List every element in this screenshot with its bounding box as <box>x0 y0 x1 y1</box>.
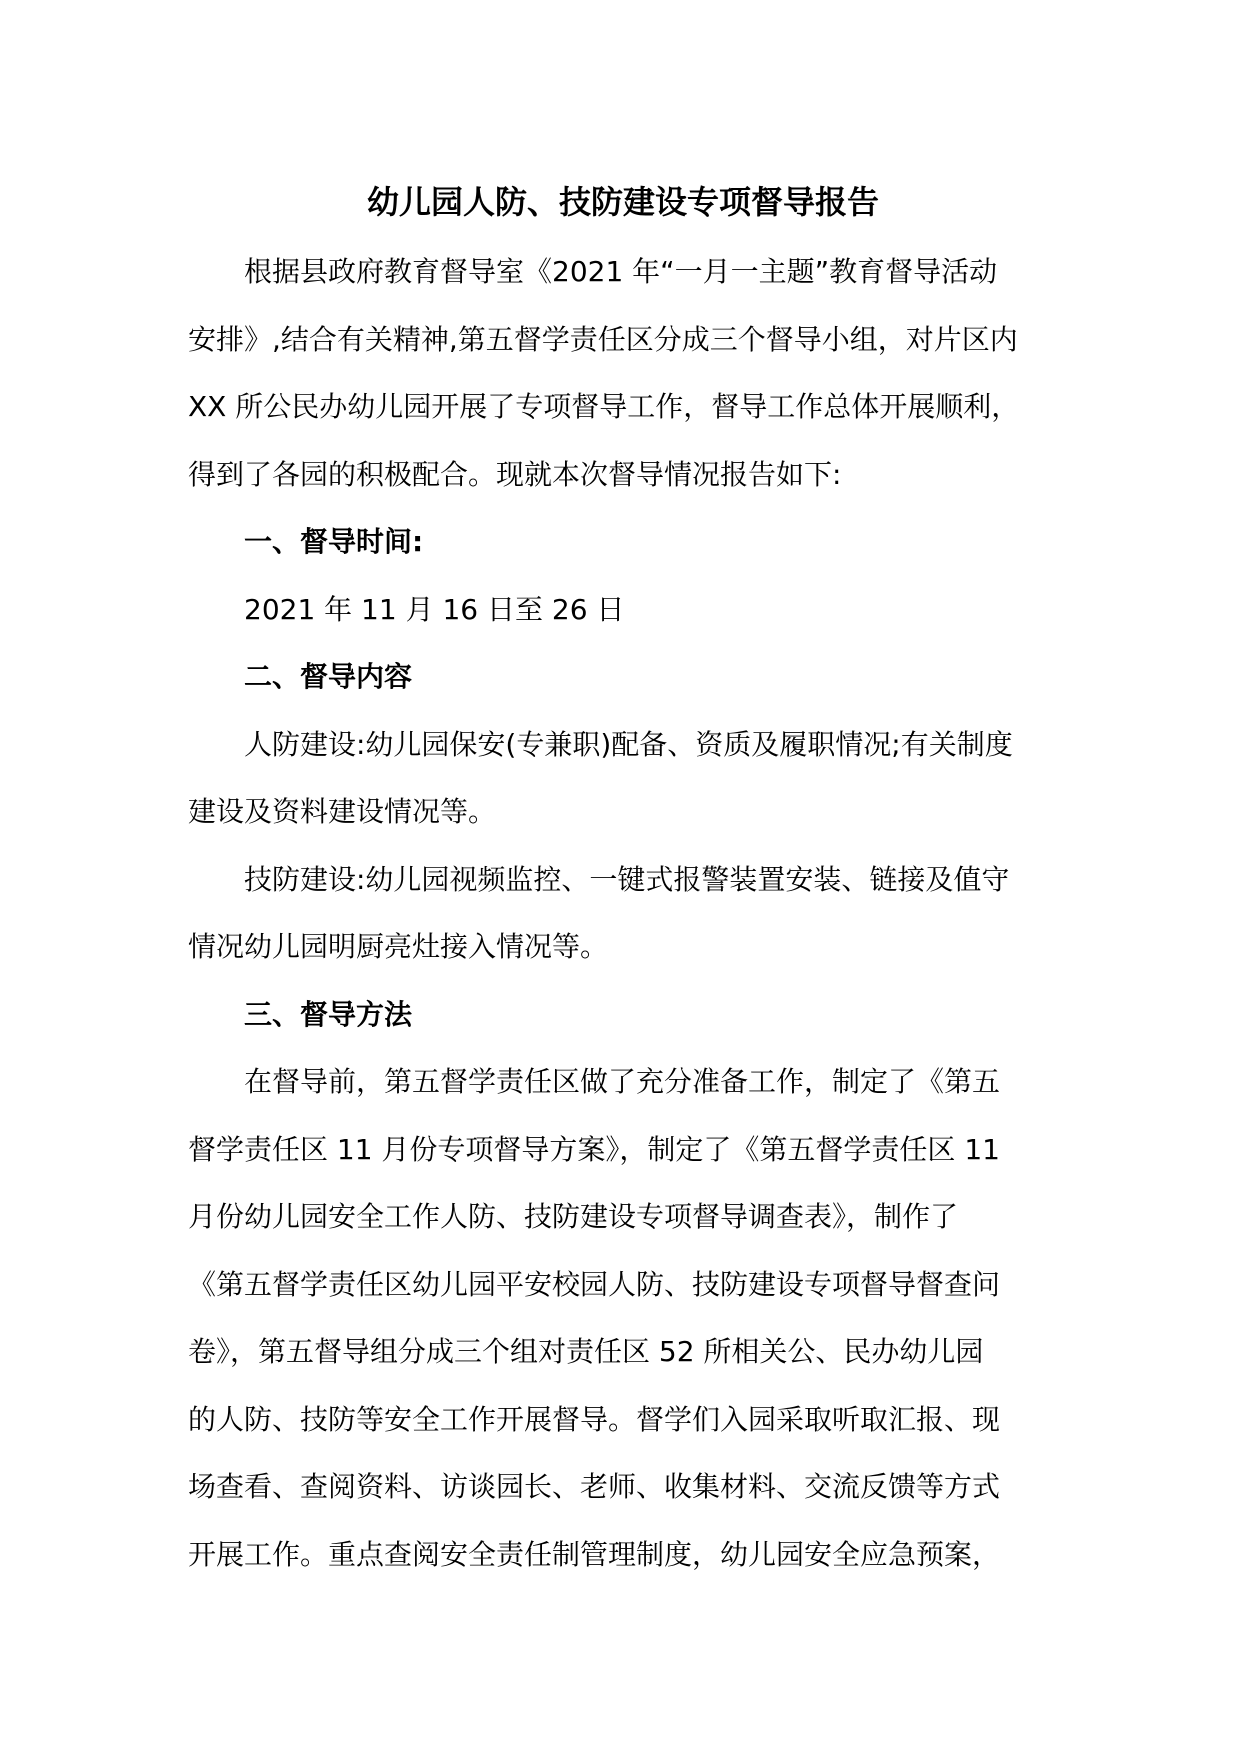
method-line: 开展工作。重点查阅安全责任制管理制度，幼儿园安全应急预案， <box>188 1537 1001 1571</box>
section-time-paragraph <box>188 576 1058 644</box>
document-body <box>188 172 1058 1588</box>
method-line: 《第五督学责任区幼儿园平安校园人防、技防建设专项督导督查问 <box>188 1267 1001 1301</box>
content-paragraph-civil-defense <box>188 711 1058 846</box>
method-line: 在督导前，第五督学责任区做了充分准备工作，制定了《第五 <box>244 1065 1001 1098</box>
method-paragraph <box>188 1048 1058 1588</box>
content-paragraph-tech-defense <box>188 846 1058 981</box>
intro-line: 得到了各园的积极配合。现就本次督导情况报告如下: <box>188 457 842 491</box>
intro-line: 根据县政府教育督导室《2021 年“一月一主题”教育督导活动 <box>244 255 998 288</box>
intro-line: 安排》,结合有关精神,第五督学责任区分成三个督导小组，对片区内 <box>188 322 1018 356</box>
intro-paragraph <box>188 238 1058 508</box>
section-heading-time: 一、督导时间: <box>244 525 424 558</box>
method-line: 的人防、技防等安全工作开展督导。督学们入园采取听取汇报、现 <box>188 1402 1001 1436</box>
content-line: 情况幼儿园明厨亮灶接入情况等。 <box>188 930 609 963</box>
time-line: 2021 年 11 月 16 日至 26 日 <box>244 592 625 626</box>
method-line: 督学责任区 11 月份专项督导方案》，制定了《第五督学责任区 11 <box>188 1132 1000 1166</box>
content-line: 人防建设:幼儿园保安(专兼职)配备、资质及履职情况;有关制度 <box>244 727 1013 761</box>
method-line: 场查看、查阅资料、访谈园长、老师、收集材料、交流反馈等方式 <box>188 1470 1001 1503</box>
section-heading-content: 二、督导内容 <box>244 660 413 693</box>
document-title: 幼儿园人防、技防建设专项督导报告 <box>366 183 879 221</box>
method-line: 月份幼儿园安全工作人防、技防建设专项督导调查表》，制作了 <box>188 1200 959 1233</box>
content-line: 技防建设:幼儿园视频监控、一键式报警装置安装、链接及值守 <box>244 862 1010 896</box>
section-heading-method: 三、督导方法 <box>244 997 413 1031</box>
method-line: 卷》，第五督导组分成三个组对责任区 52 所相关公、民办幼儿园 <box>188 1335 984 1368</box>
intro-line: XX 所公民办幼儿园开展了专项督导工作，督导工作总体开展顺利， <box>188 390 1020 423</box>
content-line: 建设及资料建设情况等。 <box>188 795 497 828</box>
